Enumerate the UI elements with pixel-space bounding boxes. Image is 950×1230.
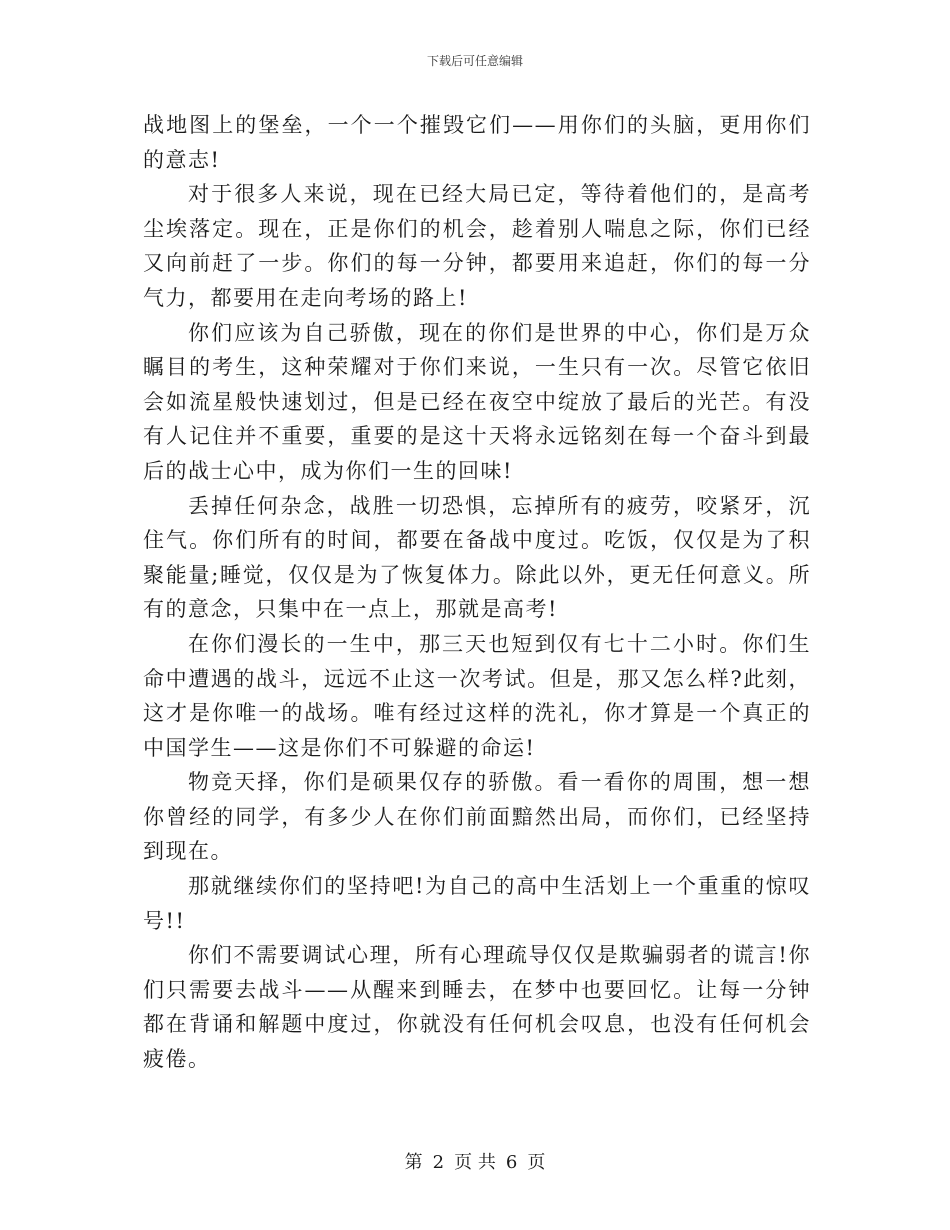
paragraph: 丢掉任何杂念，战胜一切恐惧，忘掉所有的疲劳，咬紧牙，沉住气。你们所有的时间，都要在备战中度过。吃饭，仅仅是为了积聚能量;睡觉，仅仅是为了恢复体力。除此以外，更无任何意义。所有的意念，只集中在一点上，那就是高考!: [143, 493, 811, 622]
current-page-number: 2: [432, 1152, 445, 1173]
page-number-prefix: 第: [404, 1152, 423, 1173]
paragraph: 物竞天择，你们是硕果仅存的骄傲。看一看你的周围，想一想你曾经的同学，有多少人在你们前面黯然出局，而你们，已经坚持到现在。: [143, 770, 811, 864]
page-number-suffix: 页: [527, 1152, 546, 1173]
paragraph: 那就继续你们的坚持吧!为自己的高中生活划上一个重重的惊叹号!!: [143, 874, 811, 933]
paragraph: 你们不需要调试心理，所有心理疏导仅仅是欺骗弱者的谎言!你们只需要去战斗——从醒来到睡去，在梦中也要回忆。让每一分钟都在背诵和解题中度过，你就没有任何机会叹息，也没有任何机会疲倦。: [143, 943, 811, 1072]
page-footer: [0, 1148, 950, 1174]
paragraph: 战地图上的堡垒，一个一个摧毁它们——用你们的头脑，更用你们的意志!: [143, 113, 811, 172]
total-page-count: 6: [505, 1152, 518, 1173]
page-header: 下载后可任意编辑: [426, 54, 523, 68]
page-number-middle: 页 共: [454, 1152, 496, 1173]
paragraph: 在你们漫长的一生中，那三天也短到仅有七十二小时。你们生命中遭遇的战斗，远远不止这一次考试。但是，那又怎么样?此刻，这才是你唯一的战场。唯有经过这样的洗礼，你才算是一个真正的中国学生——这是你们不可躲避的命运!: [143, 631, 811, 760]
paragraph: 你们应该为自己骄傲，现在的你们是世界的中心，你们是万众瞩目的考生，这种荣耀对于你们来说，一生只有一次。尽管它依旧会如流星般快速划过，但是已经在夜空中绽放了最后的光芒。有没有人记住并不重要，重要的是这十天将永远铭刻在每一个奋斗到最后的战士心中，成为你们一生的回味!: [143, 320, 811, 483]
paragraph: 对于很多人来说，现在已经大局已定，等待着他们的，是高考尘埃落定。现在，正是你们的机会，趁着别人喘息之际，你们已经又向前赶了一步。你们的每一分钟，都要用来追赶，你们的每一分气力，都要用在走向考场的路上!: [143, 182, 811, 310]
document-body: [143, 108, 811, 1077]
